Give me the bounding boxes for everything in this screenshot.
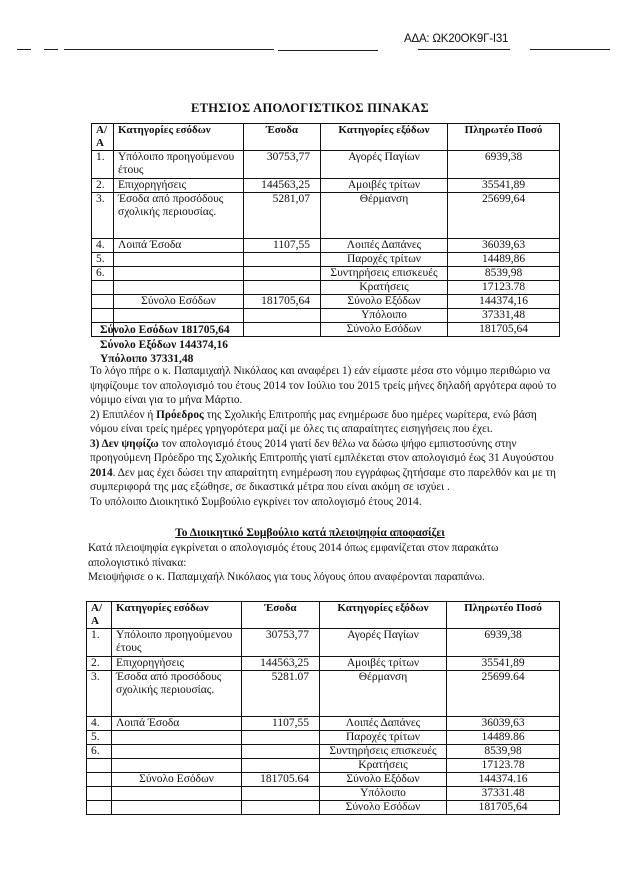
cell-income: 144563,25 (242, 657, 320, 671)
header-rule (278, 50, 378, 51)
cell-income (242, 801, 320, 815)
text-span: . Δεν μας έχει δώσει την απαραίτητη ενημέρωση που εγγράφως ζητήσαμε στο παρελθόν και με τη συμπεριφορά της μας εξώθησε, σε δικαστικά μέτρα που είναι ακόμη σε ισχύει . (90, 466, 556, 493)
cell-amount: 181705,64 (448, 323, 560, 337)
cell-income-category (112, 787, 242, 801)
cell-aa (92, 309, 114, 323)
text-span: της Σχολικής Επιτροπής μας ενημέρωσε δυο ημέρες νωρίτερα, ενώ βάση νόμου είναι τρείς ημέρες γρηγορότερα μαζί με όλες τις απαραίτητες εισηγήσεις που έχει. (90, 408, 537, 435)
cell-income-category: Σύνολο Εσόδων (114, 295, 244, 309)
header-expense-categories: Κατηγορίες εξόδων (320, 602, 447, 629)
cell-amount: 25699.64 (447, 671, 560, 717)
cell-income: 1107,55 (244, 239, 321, 253)
cell-expense-category: Συντηρήσεις επισκευές (321, 267, 448, 281)
table-row (87, 801, 560, 815)
cell-amount: 17123.78 (447, 759, 560, 773)
cell-aa: 2. (92, 179, 114, 193)
cell-income-category (114, 253, 244, 267)
header-income: Έσοδα (242, 602, 320, 629)
cell-aa: 5. (87, 731, 112, 745)
minutes-paragraph-3 (90, 437, 560, 495)
cell-expense-category: Κρατήσεις (320, 759, 447, 773)
cell-expense-category: Υπόλοιπο (321, 309, 448, 323)
cell-amount: 14489,86 (448, 253, 560, 267)
cell-expense-category: Συντηρήσεις επισκευές (320, 745, 447, 759)
page-title: ΕΤΗΣΙΟΣ ΑΠΟΛΟΓΙΣΤΙΚΟΣ ΠΙΝΑΚΑΣ (191, 101, 429, 115)
cell-expense-category: Παροχές τρίτων (320, 731, 447, 745)
table-row (92, 267, 560, 281)
minutes-text (90, 364, 560, 509)
table-row (87, 759, 560, 773)
cell-aa: 3. (87, 671, 112, 717)
cell-income-category: Επιχορηγήσεις (112, 657, 242, 671)
cell-aa: 2. (87, 657, 112, 671)
cell-amount: 144374.16 (447, 773, 560, 787)
cell-income-category: Σύνολο Εσόδων (112, 773, 242, 787)
cell-amount: 35541,89 (448, 179, 560, 193)
table-row (87, 717, 560, 731)
cell-income-category: Υπόλοιπο προηγούμενου έτους (114, 151, 244, 179)
cell-expense-category: Υπόλοιπο (320, 787, 447, 801)
cell-income (244, 281, 321, 295)
cell-income-category: Έσοδα από προσόδους σχολικής περιουσίας. (114, 193, 244, 239)
header-aa: Α/Α (87, 602, 112, 629)
cell-aa (92, 295, 114, 309)
cell-income (244, 323, 321, 337)
cell-expense-category: Σύνολο Εξόδων (320, 773, 447, 787)
cell-income: 181705,64 (244, 295, 321, 309)
header-rule (418, 49, 510, 50)
cell-income-category (114, 309, 244, 323)
table-row (87, 629, 560, 657)
cell-aa: 6. (87, 745, 112, 759)
header-rule (17, 49, 31, 50)
cell-expense-category: Αγορές Παγίων (321, 151, 448, 179)
table-row (87, 671, 560, 717)
cell-expense-category: Θέρμανση (321, 193, 448, 239)
cell-expense-category: Αγορές Παγίων (320, 629, 447, 657)
cell-income: 5281.07 (242, 671, 320, 717)
summary-block (100, 323, 230, 367)
table-row (92, 281, 560, 295)
cell-income: 144563,25 (244, 179, 321, 193)
cell-expense-category: Κρατήσεις (321, 281, 448, 295)
cell-aa: 4. (87, 717, 112, 731)
cell-income (244, 253, 321, 267)
cell-amount: 8539,98 (448, 267, 560, 281)
decision-paragraph-2: Μειοψήφισε ο κ. Παπαμιχαήλ Νικόλαος για τους λόγους όπου αναφέρονται παραπάνω. (88, 571, 485, 583)
minutes-paragraph-4: Το υπόλοιπο Διοικητικό Συμβούλιο εγκρίνει τον απολογισμό έτους 2014. (90, 495, 422, 508)
cell-income-category: Υπόλοιπο προηγούμενου έτους (112, 629, 242, 657)
cell-aa (87, 773, 112, 787)
decision-paragraph-1: Κατά πλειοψηφία εγκρίνεται ο απολογισμός έτους 2014 όπως εμφανίζεται στον παρακάτω απολογιστικό πίνακα: (88, 542, 499, 569)
header-rule (44, 49, 58, 50)
table-row (92, 193, 560, 239)
header-paid-amount: Πληρωτέο Ποσό (447, 602, 560, 629)
cell-income: 1107,55 (242, 717, 320, 731)
cell-aa (92, 281, 114, 295)
decision-heading: Το Διοικητικό Συμβούλιο κατά πλειοψηφία αποφασίζει (175, 527, 445, 539)
text-span: τον απολογισμό έτους 2014 γιατί δεν θέλω να δώσω ψήφο εμπιστοσύνης στην προηγούμενη Πρόεδρο της Σχολικής Επιτροπής γιατί εμπλέκεται στον απολογισμό έως 31 Αυγούστου (90, 437, 554, 464)
cell-amount: 6939,38 (448, 151, 560, 179)
header-aa: Α/Α (92, 124, 114, 151)
cell-amount: 17123.78 (448, 281, 560, 295)
header-rule (530, 49, 610, 50)
table-row (92, 179, 560, 193)
summary-total-income: Σύνολο Εσόδων 181705,64 (100, 324, 230, 336)
cell-income (242, 787, 320, 801)
cell-income-category (112, 759, 242, 773)
header-income-categories: Κατηγορίες εσόδων (112, 602, 242, 629)
minutes-paragraph-2 (90, 408, 560, 437)
cell-amount: 37331.48 (447, 787, 560, 801)
table-row (87, 787, 560, 801)
cell-expense-category: Παροχές τρίτων (321, 253, 448, 267)
header-income-categories: Κατηγορίες εσόδων (114, 124, 244, 151)
cell-income-category: Λοιπά Έσοδα (114, 239, 244, 253)
cell-income (244, 309, 321, 323)
financial-table-2 (86, 601, 560, 815)
cell-income-category (112, 801, 242, 815)
cell-income (242, 745, 320, 759)
cell-aa: 4. (92, 239, 114, 253)
cell-expense-category: Αμοιβές τρίτων (321, 179, 448, 193)
cell-expense-category: Λοιπές Δαπάνες (320, 717, 447, 731)
cell-amount: 37331,48 (448, 309, 560, 323)
cell-amount: 36039,63 (448, 239, 560, 253)
cell-income: 30753,77 (242, 629, 320, 657)
cell-income-category (114, 281, 244, 295)
minutes-paragraph-1: Το λόγο πήρε ο κ. Παπαμιχαήλ Νικόλαος και αναφέρει 1) εάν είμαστε μέσα στο νόμιμο περιθώριο να ψηφίζουμε τον απολογισμό του έτους 2014 τον Ιούλιο του 2015 τρείς μήνες δηλαδή αργότερα αφού το νόμιμο είναι για το μήνα Μάρτιο. (90, 365, 557, 406)
ada-code: ΑΔΑ: ΩΚ20ΟΚ9Γ-Ι31 (404, 33, 509, 45)
header-paid-amount: Πληρωτέο Ποσό (448, 124, 560, 151)
cell-income-category: Επιχορηγήσεις (114, 179, 244, 193)
table-row (92, 295, 560, 309)
table-header-row (87, 602, 560, 629)
cell-income (242, 759, 320, 773)
cell-income-category (114, 267, 244, 281)
decision-text (88, 541, 558, 585)
cell-income-category (112, 745, 242, 759)
header-income: Έσοδα (244, 124, 321, 151)
cell-expense-category: Σύνολο Εσόδων (320, 801, 447, 815)
cell-aa: 1. (92, 151, 114, 179)
text-bold: Πρόεδρος (156, 408, 204, 421)
cell-amount: 25699,64 (448, 193, 560, 239)
cell-amount: 35541,89 (447, 657, 560, 671)
table-row (87, 657, 560, 671)
cell-expense-category: Θέρμανση (320, 671, 447, 717)
table-row (92, 239, 560, 253)
cell-income-category: Έσοδα από προσόδους σχολικής περιουσίας. (112, 671, 242, 717)
cell-aa: 6. (92, 267, 114, 281)
header-rule (64, 49, 274, 50)
cell-aa (87, 787, 112, 801)
cell-income (242, 731, 320, 745)
cell-aa: 5. (92, 253, 114, 267)
table-row (92, 309, 560, 323)
cell-amount: 181705,64 (447, 801, 560, 815)
cell-expense-category: Αμοιβές τρίτων (320, 657, 447, 671)
cell-amount: 6939,38 (447, 629, 560, 657)
table-header-row (92, 124, 560, 151)
summary-total-expenses: Σύνολο Εξόδων 144374,16 (100, 338, 228, 351)
cell-amount: 144374,16 (448, 295, 560, 309)
text-bold: 2014 (90, 466, 113, 479)
text-bold: 3) Δεν ψηφίζω (90, 437, 159, 450)
cell-income (244, 267, 321, 281)
table-row (87, 745, 560, 759)
table-row (87, 731, 560, 745)
cell-aa: 3. (92, 193, 114, 239)
cell-expense-category: Σύνολο Εσόδων (321, 323, 448, 337)
cell-amount: 8539,98 (447, 745, 560, 759)
summary-balance: Υπόλοιπο 37331,48 (100, 353, 194, 365)
cell-expense-category: Σύνολο Εξόδων (321, 295, 448, 309)
cell-income-category (112, 731, 242, 745)
table-row (92, 253, 560, 267)
cell-amount: 14489.86 (447, 731, 560, 745)
cell-aa: 1. (87, 629, 112, 657)
cell-income-category: Λοιπά Έσοδα (112, 717, 242, 731)
cell-income: 5281,07 (244, 193, 321, 239)
cell-aa (87, 801, 112, 815)
text-span: 2) Επιπλέον ή (90, 408, 157, 421)
cell-expense-category: Λοιπές Δαπάνες (321, 239, 448, 253)
header-expense-categories: Κατηγορίες εξόδων (321, 124, 448, 151)
financial-table-1 (91, 123, 560, 337)
cell-aa (87, 759, 112, 773)
cell-amount: 36039,63 (447, 717, 560, 731)
table-row (87, 773, 560, 787)
cell-income: 181705.64 (242, 773, 320, 787)
table-row (92, 151, 560, 179)
cell-income: 30753,77 (244, 151, 321, 179)
